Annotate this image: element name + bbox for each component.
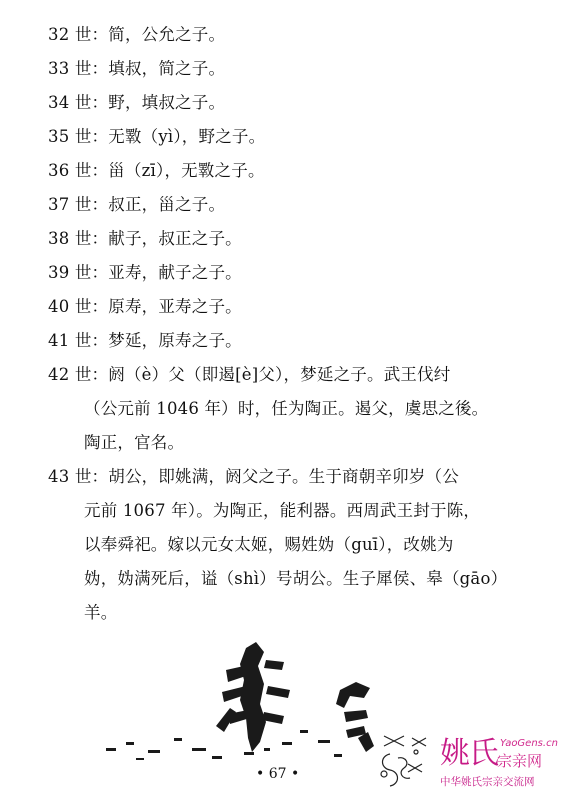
generation-entry-35: 35 世：无斁（yì），野之子。 — [48, 127, 266, 146]
generation-entry-40: 40 世：原寿，亚寿之子。 — [48, 297, 242, 316]
generation-entry-43-line-5: 羊。 — [84, 603, 118, 622]
generation-entry-34: 34 世：野，填叔之子。 — [48, 93, 226, 112]
generation-entry-43-line-4: 妫，妫满死后，谥（shì）号胡公。生子犀侯、皋（gāo） — [84, 569, 508, 588]
generation-entry-43-line-3: 以奉舜祀。嫁以元女太姬，赐姓妫（guī），改姚为 — [84, 535, 454, 554]
watermark-title: 姚氏 — [440, 736, 498, 771]
generation-entry-32: 32 世：简，公允之子。 — [48, 25, 226, 44]
decorative-ink-illustration — [96, 630, 416, 770]
generation-entry-43-line-1: 43 世：胡公，即姚满，阏父之子。生于商朝辛卯岁（公 — [48, 467, 459, 486]
generation-entry-36: 36 世：甾（zī），无斁之子。 — [48, 161, 265, 180]
watermark-site: YaoGens.cn — [500, 738, 558, 749]
generation-entry-37: 37 世：叔正，甾之子。 — [48, 195, 226, 214]
generation-entry-43-line-2: 元前 1067 年）。为陶正，能利器。西周武王封于陈， — [84, 501, 481, 520]
watermark-logo-icon — [372, 730, 440, 790]
generation-entry-33: 33 世：填叔，简之子。 — [48, 59, 226, 78]
generation-entry-38: 38 世：献子，叔正之子。 — [48, 229, 242, 248]
page-number: • 67 • — [256, 766, 300, 782]
watermark-subtitle: 宗亲网 — [497, 752, 543, 770]
generation-entry-42-line-1: 42 世：阏（è）父（即遏[è]父），梦延之子。武王伐纣 — [48, 365, 451, 384]
generation-entry-42-line-2: （公元前 1046 年）时，任为陶正。遏父，虞思之後。 — [84, 399, 489, 418]
watermark-footer: 中华姚氏宗亲交流网 — [440, 776, 535, 788]
generation-entry-42-line-3: 陶正，官名。 — [84, 433, 185, 452]
generation-entry-39: 39 世：亚寿，献子之子。 — [48, 263, 242, 282]
generation-entry-41: 41 世：梦延，原寿之子。 — [48, 331, 242, 350]
